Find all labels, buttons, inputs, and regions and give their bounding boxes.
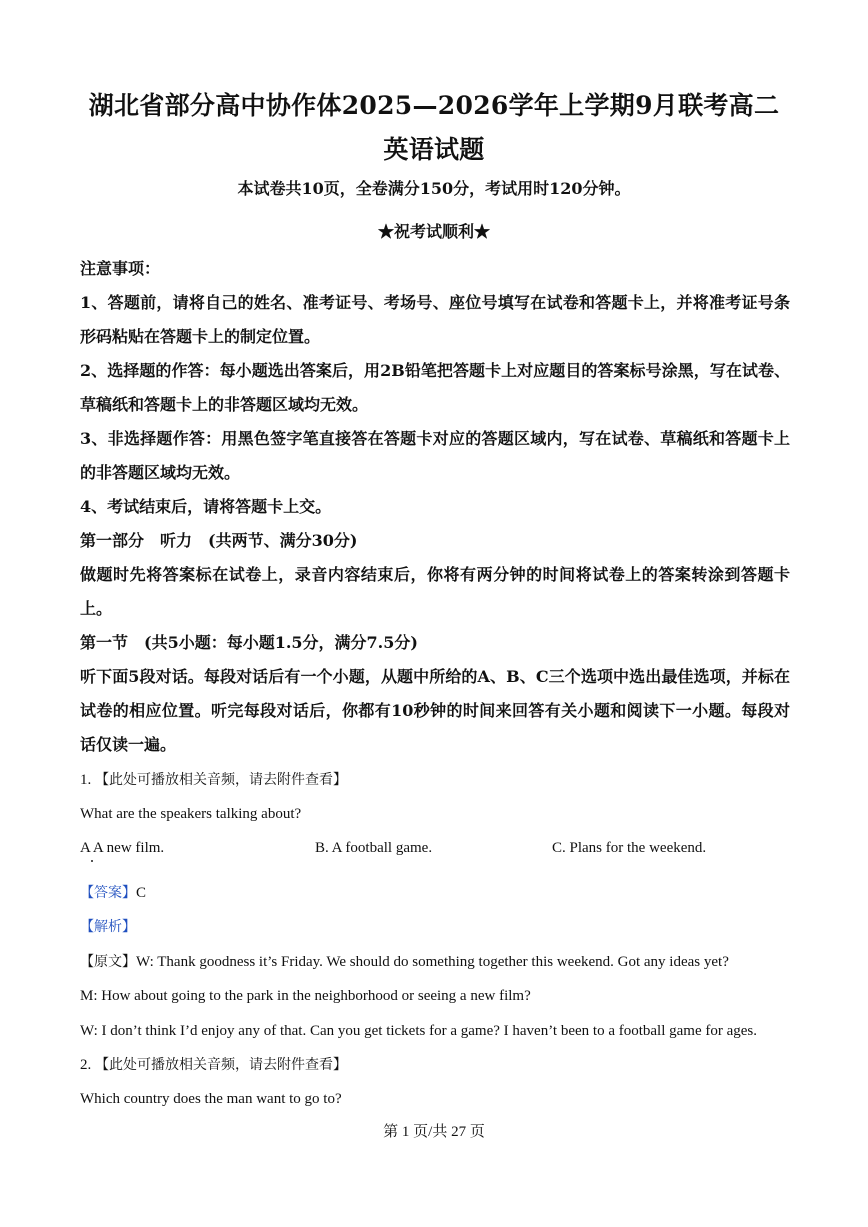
notice-item-2: 2、选择题的作答：每小题选出答案后，用2B铅笔把答题卡上对应题目的答案标号涂黑，写在试卷、草稿纸和答题卡上的非答题区域均无效。 bbox=[80, 361, 790, 414]
question-1-audio-note: 【此处可播放相关音频，请去附件查看】 bbox=[95, 772, 347, 788]
question-1-option-b: B. A football game. bbox=[315, 840, 433, 856]
question-1-number: 1. bbox=[80, 772, 92, 788]
exam-subtitle: 本试卷共10页，全卷满分150分，考试用时120分钟。 bbox=[237, 179, 631, 198]
question-1-answer bbox=[80, 882, 790, 904]
question-2-number: 2. bbox=[80, 1057, 92, 1073]
transcript-line-3: W: I don’t think I’d enjoy any of that. Can you get tickets for a game? I haven’t been to a football game for ages. bbox=[80, 1023, 758, 1039]
transcript-label: 【原文】 bbox=[80, 954, 136, 970]
question-1-text: What are the speakers talking about? bbox=[80, 806, 302, 822]
transcript-text-1: W: Thank goodness it’s Friday. We should do something together this weekend. Got any ideas yet? bbox=[136, 954, 729, 970]
notice-item-1: 1、答题前，请将自己的姓名、准考证号、考场号、座位号填写在试卷和答题卡上，并将准考证号条形码粘贴在答题卡上的制定位置。 bbox=[80, 293, 790, 346]
notice-item-3: 3、非选择题作答：用黑色签字笔直接答在答题卡对应的答题区域内，写在试卷、草稿纸和答题卡上的非答题区域均无效。 bbox=[80, 429, 790, 482]
question-1-option-c: C. Plans for the weekend. bbox=[552, 840, 707, 856]
notice-item-4: 4、考试结束后，请将答题卡上交。 bbox=[80, 497, 332, 516]
question-1-header bbox=[80, 769, 790, 791]
answer-value: C bbox=[136, 885, 147, 901]
part1-instruction: 做题时先将答案标在试卷上，录音内容结束后，你将有两分钟的时间将试卷上的答案转涂到答题卡上。 bbox=[80, 565, 790, 618]
question-2-text: Which country does the man want to go to? bbox=[80, 1091, 342, 1107]
question-2-audio-note: 【此处可播放相关音频，请去附件查看】 bbox=[95, 1057, 347, 1073]
part1-heading: 第一部分 听力 (共两节、满分30分) bbox=[80, 531, 358, 550]
page-footer: 第 1 页/共 27 页 bbox=[383, 1124, 485, 1140]
transcript-line-2: M: How about going to the park in the neighborhood or seeing a new film? bbox=[80, 988, 531, 1004]
blessing-line: ★祝考试顺利★ bbox=[377, 222, 490, 241]
section1-instruction: 听下面5段对话。每段对话后有一个小题，从题中所给的A、B、C三个选项中选出最佳选项，并标在试卷的相应位置。听完每段对话后，你都有10秒钟的时间来回答有关小题和阅读下一小题。每段对话仅读一遍。 bbox=[80, 667, 790, 754]
notice-heading: 注意事项： bbox=[80, 259, 161, 278]
section1-heading: 第一节 (共5小题：每小题1.5分，满分7.5分) bbox=[80, 633, 418, 652]
answer-label: 【答案】 bbox=[80, 885, 136, 901]
exam-title: 湖北省部分高中协作体2025—2026学年上学期9月联考高二英语试题 bbox=[88, 91, 780, 164]
transcript-line-1 bbox=[80, 951, 790, 973]
question-1-option-a: A A new film. bbox=[80, 840, 165, 856]
stray-mark bbox=[91, 860, 93, 862]
question-2-header bbox=[80, 1054, 790, 1076]
analysis-label: 【解析】 bbox=[80, 919, 136, 935]
